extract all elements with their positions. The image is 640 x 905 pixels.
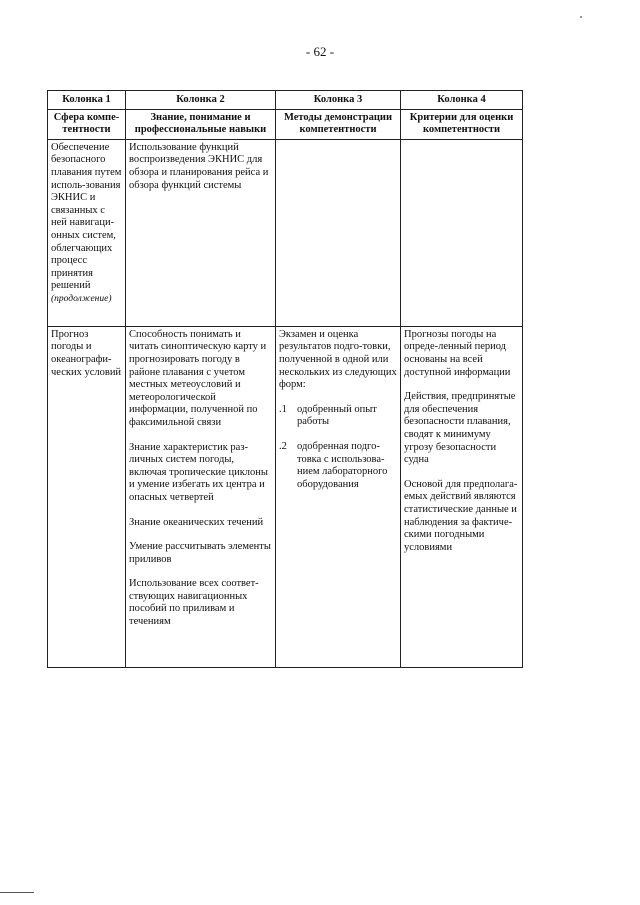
header-methods: Методы демонстрации компетентности	[276, 109, 401, 139]
header-competence: Сфера компе-тентности	[48, 109, 126, 139]
competence-cell	[48, 326, 126, 667]
knowledge-item: Использование всех соответ-ствующих навигационных пособий по приливам и течениям	[129, 578, 259, 628]
header-knowledge: Знание, понимание и профессиональные навыки	[126, 109, 276, 139]
knowledge-cell	[126, 326, 276, 667]
knowledge-item: Умение рассчитывать элементы приливов	[129, 541, 271, 565]
table-row	[48, 326, 523, 667]
column-label-1: Колонка 1	[48, 91, 126, 110]
methods-list	[279, 404, 397, 492]
knowledge-item: Способность понимать и читать синоптическую карту и прогнозировать погоду в районе плавания с учетом местных метеоусловий и метеорологической информации, полученной по факсимильной связи	[129, 328, 267, 428]
column-label-4: Колонка 4	[401, 91, 523, 110]
competence-cell	[48, 139, 126, 326]
method-number: .2	[279, 440, 287, 452]
criteria-cell	[401, 139, 523, 326]
column-label-2: Колонка 2	[126, 91, 276, 110]
knowledge-item: Знание океанических течений	[129, 516, 264, 528]
competence-text: Обеспечение безопасного плавания путем исполь-зования ЭКНИС и связанных с ней навигаци-онных систем, облегчающих процесс принятия решений	[51, 141, 122, 292]
competence-text: Прогноз погоды и океанографи-ческих условий	[51, 328, 122, 378]
criteria-cell	[401, 326, 523, 667]
table-row	[48, 139, 523, 326]
competence-table	[47, 90, 523, 668]
method-text: одобренная подго-товка с использова-нием лабораторного оборудования	[297, 440, 388, 490]
methods-cell	[276, 139, 401, 326]
method-text: одобренный опыт работы	[297, 403, 377, 428]
methods-intro: Экзамен и оценка результатов подго-товки, полученной в одной или нескольких из следующих форм:	[279, 328, 397, 391]
page-number: - 62 -	[305, 44, 335, 59]
scan-edge-mark	[0, 892, 34, 893]
criteria-item: Прогнозы погоды на опреде-ленный период основаны на всей доступной информации	[404, 328, 511, 378]
column-label-row	[48, 91, 523, 110]
knowledge-item: Знание характеристик раз-личных систем погоды, включая тропические циклоны и умение избегать их центра и опасных четвертей	[129, 441, 268, 503]
method-item	[279, 404, 397, 429]
criteria-item: Основой для предполага-емых действий являются статистические данные и наблюдения за фактиче-скими погодными условиями	[404, 478, 518, 553]
header-row	[48, 109, 523, 139]
continuation-note: (продолжение)	[51, 293, 112, 304]
criteria-item: Действия, предпринятые для обеспечения безопасности плавания, сводят к минимуму угрозу безопасности судна	[404, 391, 516, 466]
method-number: .1	[279, 403, 287, 415]
methods-cell	[276, 326, 401, 667]
method-item	[279, 441, 397, 491]
header-criteria: Критерии для оценки компетентности	[401, 109, 523, 139]
scan-dot	[580, 16, 582, 18]
knowledge-item: Использование функций воспроизведения ЭКНИС для обзора и планирования рейса и обзора функций системы	[129, 141, 269, 191]
column-label-3: Колонка 3	[276, 91, 401, 110]
knowledge-cell	[126, 139, 276, 326]
